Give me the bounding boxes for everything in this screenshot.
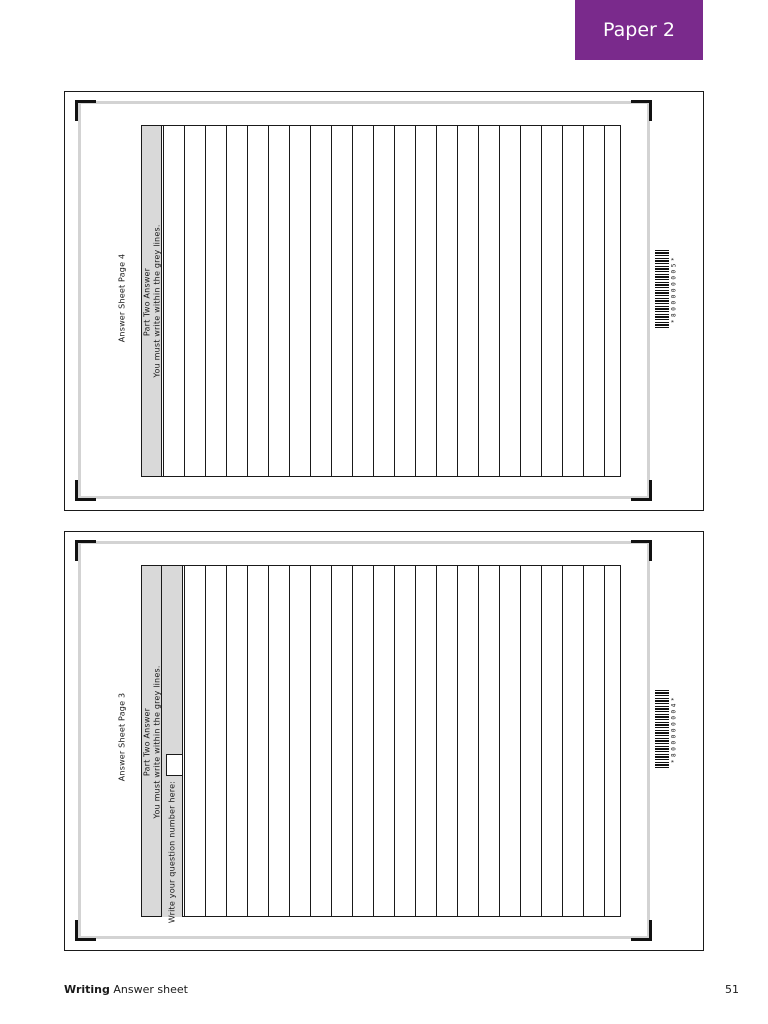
instruction-text: You must write within the grey lines. [152,665,162,819]
writing-lines[interactable] [141,565,621,917]
page-number: 51 [725,983,739,996]
question-number-prompt: Write your question number here: [167,780,177,924]
barcode [655,250,669,328]
footer-section-title: Writing [64,983,110,996]
writing-lines[interactable] [141,125,621,477]
corner-mark [75,540,96,561]
corner-mark [75,920,96,941]
corner-mark [75,480,96,501]
footer-section [64,983,188,996]
sheet-title: Answer Sheet Page 3 [117,692,127,782]
part-label: Part Two Answer [142,267,152,337]
corner-mark [631,920,652,941]
question-number-box[interactable] [166,754,183,776]
footer-subsection: Answer sheet [113,983,188,996]
barcode-number: *800000005* [670,254,678,324]
corner-mark [631,100,652,121]
answer-sheet-page-4 [64,91,704,511]
paper-tab [575,0,703,60]
paper-tab-label: Paper 2 [603,19,675,41]
sheet-title: Answer Sheet Page 4 [117,253,127,343]
part-label: Part Two Answer [142,707,152,777]
answer-sheet-page-3 [64,531,704,951]
instruction-text: You must write within the grey lines. [152,224,162,378]
corner-mark [75,100,96,121]
corner-mark [631,480,652,501]
barcode-number: *800000004* [670,694,678,764]
corner-mark [631,540,652,561]
barcode [655,690,669,768]
